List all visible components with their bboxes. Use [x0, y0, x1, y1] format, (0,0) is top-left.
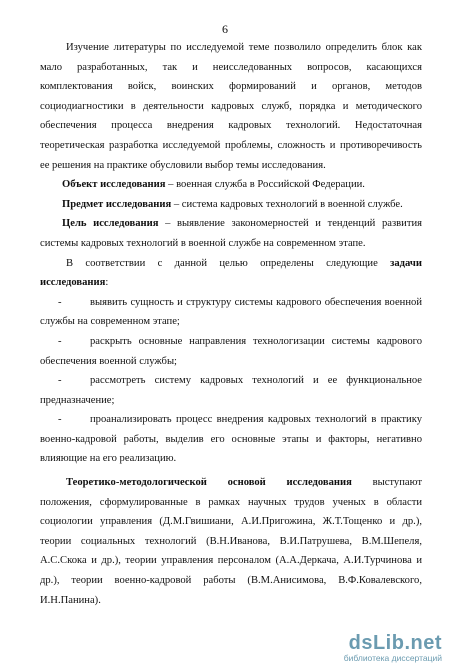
- intro-paragraph: Изучение литературы по исследуемой теме позволило определить блок как мало разработанных, так и неисследованных вопросов, касающихся комплектования войск, воинских формирований и органов, методов социодиагностики в деятельности кадровых служб, порядка и методического обеспечения процесса внедрения кадровых технологий. Недостаточная теоретическая разработка исследуемой проблемы, сложность и противоречивость ее решения на практике обусловили выбор темы исследования.: [40, 42, 422, 171]
- document-body: [40, 38, 422, 610]
- watermark-sub: библиотека диссертаций: [343, 653, 442, 663]
- watermark-main: dsLib.net: [348, 632, 442, 654]
- object-paragraph: [40, 175, 422, 195]
- basis-text: выступают положения, сформулированные в рамках научных трудов ученых в области социологии управления (Д.М.Гвишиани, А.И.Пригожина, Ж.Т.Тощенко и др.), теории социальных технологий (В.Н.Иванова, В.И.Патрушева, В.М.Шепеля, А.С.Скока и др.), теории управления персоналом (А.А.Деркача, А.И.Турчинова и др.), теории военно-кадровой работы (В.М.Анисимова, В.Ф.Ковалевского, И.Н.Панина).: [40, 477, 422, 606]
- watermark-logo: [312, 633, 442, 665]
- object-label: Объект исследования: [62, 179, 166, 191]
- basis-paragraph: [40, 473, 422, 610]
- tasks-intro-paragraph: [40, 254, 422, 293]
- task-text: раскрыть основные направления технологизации системы кадрового обеспечения военной службы;: [40, 335, 422, 367]
- task-text: рассмотреть систему кадровых технологий и ее функциональное предназначение;: [40, 375, 422, 406]
- task-item: [40, 332, 422, 371]
- goal-paragraph: [40, 214, 422, 253]
- subject-label: Предмет исследования: [62, 198, 172, 210]
- task-dash: -: [58, 335, 62, 347]
- task-dash: -: [58, 375, 62, 387]
- task-text: проанализировать процесс внедрения кадровых технологий в практику военно-кадровой работы, выделив его основные этапы и факторы, негативно влияющие на его реализацию.: [40, 414, 422, 465]
- basis-label: Теоретико-методологической основой исследования: [66, 477, 352, 489]
- task-item: [40, 410, 422, 469]
- goal-label: Цель исследования: [62, 218, 159, 230]
- task-dash: -: [58, 296, 62, 308]
- task-item: [40, 371, 422, 410]
- task-text: выявить сущность и структуру системы кадрового обеспечения военной службы на современном этапе;: [40, 296, 422, 328]
- tasks-label: задачи исследования: [40, 257, 422, 289]
- task-dash: -: [58, 414, 62, 426]
- page-number: 6: [222, 22, 228, 36]
- goal-text: – выявление закономерностей и тенденций развития системы кадровых технологий в военной службе на современном этапе.: [40, 218, 422, 249]
- object-text: – военная служба в Российской Федерации.: [165, 179, 365, 191]
- tasks-intro-text: В соответствии с данной целью определены следующие: [66, 257, 391, 269]
- subject-paragraph: [40, 195, 422, 215]
- tasks-intro-tail: :: [105, 277, 109, 289]
- subject-text: – система кадровых технологий в военной службе.: [171, 198, 403, 210]
- task-item: [40, 293, 422, 332]
